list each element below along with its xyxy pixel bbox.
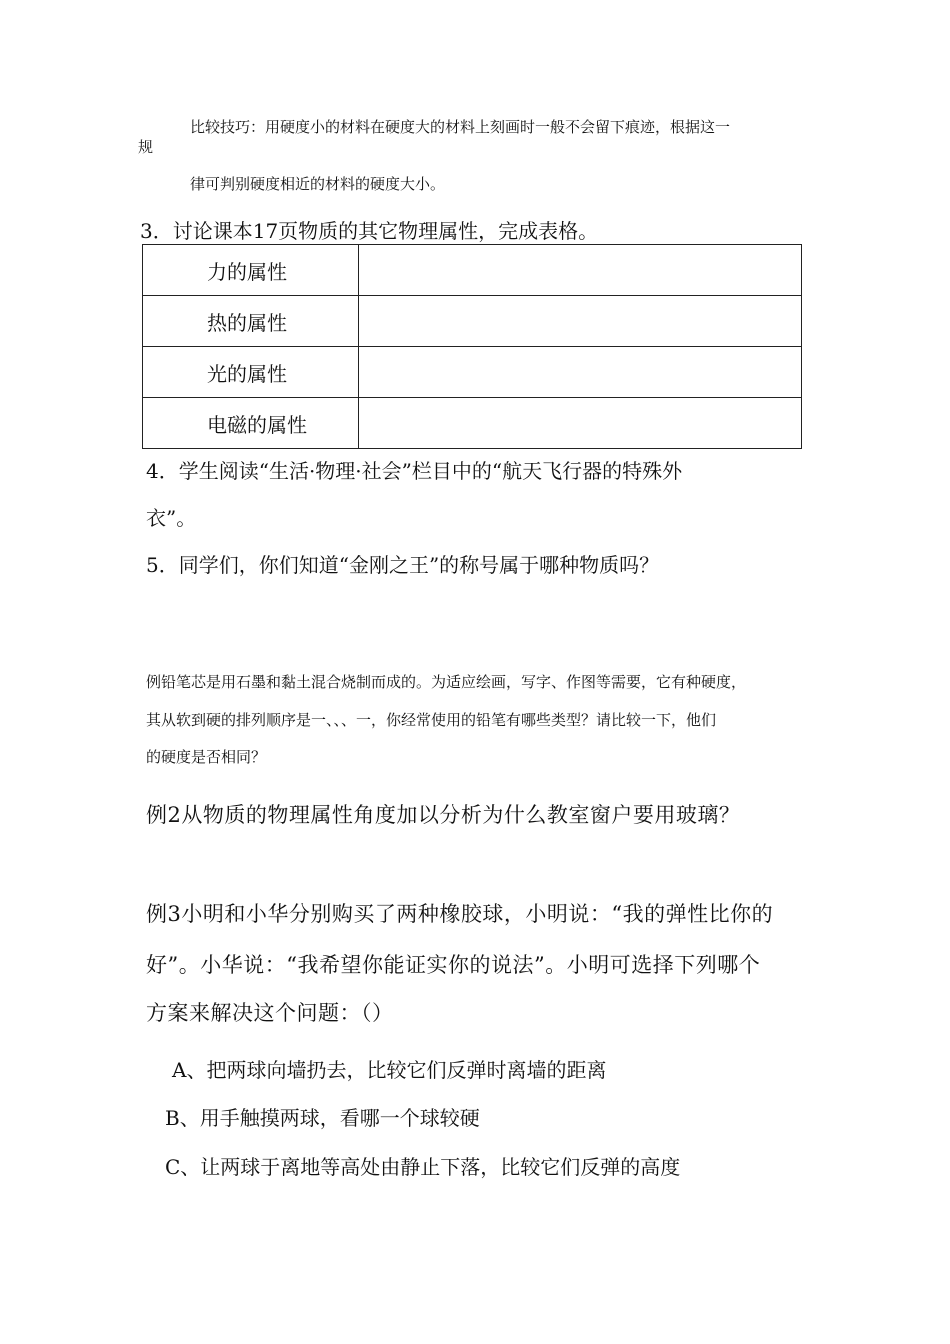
q4-line-1: 4．学生阅读“生活·物理·社会”栏目中的“航天飞行器的特殊外 [146, 459, 683, 483]
tip-line-2: 律可判别硬度相近的材料的硬度大小。 [190, 175, 446, 193]
tip-line-1: 比较技巧：用硬度小的材料在硬度大的材料上刻画时一般不会留下痕迹，根据这一 [190, 118, 731, 136]
table-row [143, 245, 802, 296]
example-3-line-3: 方案来解决这个问题：（） [146, 1001, 394, 1025]
table-row-value[interactable] [359, 398, 802, 449]
option-a: A、把两球向墙扔去，比较它们反弹时离墙的距离 [172, 1058, 607, 1082]
example-3-line-1: 例3小明和小华分别购买了两种橡胶球，小明说：“我的弹性比你的 [146, 902, 774, 926]
properties-table [142, 244, 802, 449]
q5-text: 5．同学们，你们知道“金刚之王”的称号属于哪种物质吗？ [146, 553, 660, 577]
table-row [143, 398, 802, 449]
table-row-value[interactable] [359, 347, 802, 398]
example-3-line-2: 好”。小华说：“我希望你能证实你的说法”。小明可选择下列哪个 [146, 953, 761, 977]
table-row-label: 力的属性 [143, 245, 359, 296]
q3-title: 3．讨论课本17页物质的其它物理属性，完成表格。 [140, 219, 599, 243]
table-row-value[interactable] [359, 296, 802, 347]
table-row-label: 热的属性 [143, 296, 359, 347]
example-2-text: 例2从物质的物理属性角度加以分析为什么教室窗户要用玻璃？ [146, 803, 741, 827]
table-row-value[interactable] [359, 245, 802, 296]
example-1-line-3: 的硬度是否相同？ [146, 748, 267, 766]
table-row-label: 光的属性 [143, 347, 359, 398]
tip-line-1-wrap: 规 [138, 138, 154, 156]
example-1-line-2: 其从软到硬的排列顺序是一、、、一，你经常使用的铅笔有哪些类型？请比较一下，他们 [146, 711, 717, 729]
table-row [143, 296, 802, 347]
option-b: B、用手触摸两球，看哪一个球较硬 [165, 1106, 480, 1130]
option-c: C、让两球于离地等高处由静止下落，比较它们反弹的高度 [165, 1155, 681, 1179]
q4-line-2: 衣”。 [146, 506, 197, 530]
example-1-line-1: 例铅笔芯是用石墨和黏土混合烧制而成的。为适应绘画，写字、作图等需要，它有种硬度， [146, 673, 747, 691]
table-row [143, 347, 802, 398]
table-row-label: 电磁的属性 [143, 398, 359, 449]
